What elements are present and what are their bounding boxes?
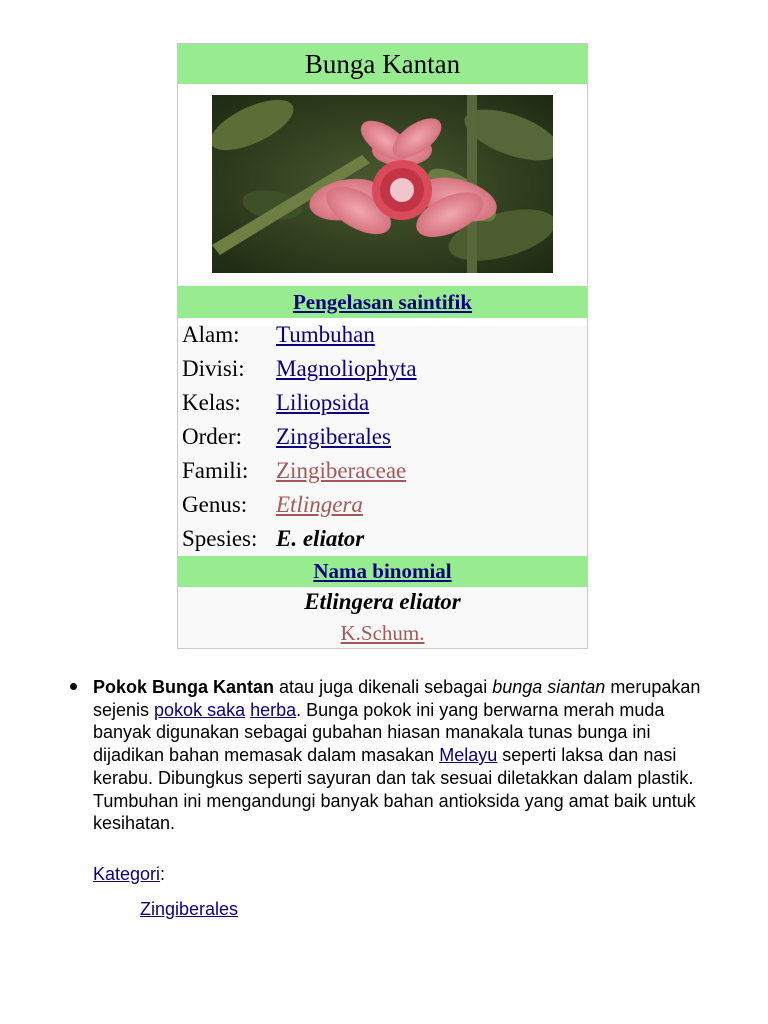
taxonomy-value-species: E. eliator (276, 526, 365, 551)
infobox-title-row (178, 44, 587, 84)
article-italic: bunga siantan (492, 677, 606, 697)
taxonomy-row-species (178, 522, 587, 556)
category-item (140, 897, 238, 921)
list-bullet (70, 683, 77, 690)
flower-image[interactable] (212, 95, 553, 273)
taxonomy-value-link[interactable]: Zingiberaceae (276, 458, 407, 483)
article-text: merupakan sejenis (93, 677, 701, 720)
taxonomy-label: Order: (182, 424, 243, 449)
binomial-name: Etlingera eliator (304, 589, 461, 614)
taxonomy-row-family (178, 454, 587, 488)
taxonomy-row-genus (178, 488, 587, 522)
article-text: seperti laksa dan nasi kerabu. Dibungkus seperti sayuran dan tak sesuai diletakkan dalam plastik. Tumbuhan ini mengandungi banyak bahan antioksida yang amat baik untuk kesihatan. (93, 745, 696, 834)
categories-colon: : (160, 864, 166, 884)
binomial-authority-link[interactable]: K.Schum. (340, 621, 425, 645)
taxonomy-label: Famili: (182, 458, 249, 483)
taxonomy-row-division (178, 352, 587, 386)
taxonomy-value-link[interactable]: Zingiberales (276, 424, 391, 449)
taxonomy-value-link[interactable]: Liliopsida (276, 390, 370, 415)
categories-link[interactable]: Kategori (93, 864, 161, 884)
taxonomy-label: Genus: (182, 492, 248, 517)
link-herba[interactable]: herba (250, 699, 297, 720)
article-text: . Bunga pokok ini yang berwarna merah muda banyak digunakan sebagai gubahan hiasan manakala tunas bunga ini dijadikan bahan memasak dalam masakan (93, 699, 665, 766)
taxonomy-value-link[interactable]: Etlingera (276, 492, 363, 517)
category-link-zingiberales[interactable]: Zingiberales (140, 899, 239, 919)
infobox-title: Bunga Kantan (304, 49, 461, 79)
taxonomy-label: Divisi: (182, 356, 245, 381)
categories-label-row (93, 862, 165, 886)
taxonomy-row-order (178, 420, 587, 454)
taxonomy-label: Spesies: (182, 526, 258, 551)
binomial-name-header (178, 556, 587, 587)
lead-bold: Pokok Bunga Kantan (93, 677, 275, 697)
taxonomy-value-link[interactable]: Magnoliophyta (276, 356, 417, 381)
taxonomy-value-link[interactable]: Tumbuhan (276, 322, 375, 347)
link-melayu[interactable]: Melayu (439, 745, 498, 766)
article-text: atau juga dikenali sebagai (274, 677, 493, 697)
binomial-name-link[interactable]: Nama binomial (313, 559, 452, 583)
scientific-classification-link[interactable]: Pengelasan saintifik (292, 290, 473, 314)
article-paragraph (93, 676, 723, 835)
taxonomy-row-kingdom (178, 318, 587, 352)
taxonomy-label: Kelas: (182, 390, 241, 415)
scientific-classification-header (178, 286, 587, 318)
taxonomy-label: Alam: (182, 322, 240, 347)
infobox (177, 43, 588, 649)
binomial-authority-row (178, 621, 587, 645)
link-pokok-saka[interactable]: pokok saka (154, 699, 246, 720)
taxonomy-row-class (178, 386, 587, 420)
